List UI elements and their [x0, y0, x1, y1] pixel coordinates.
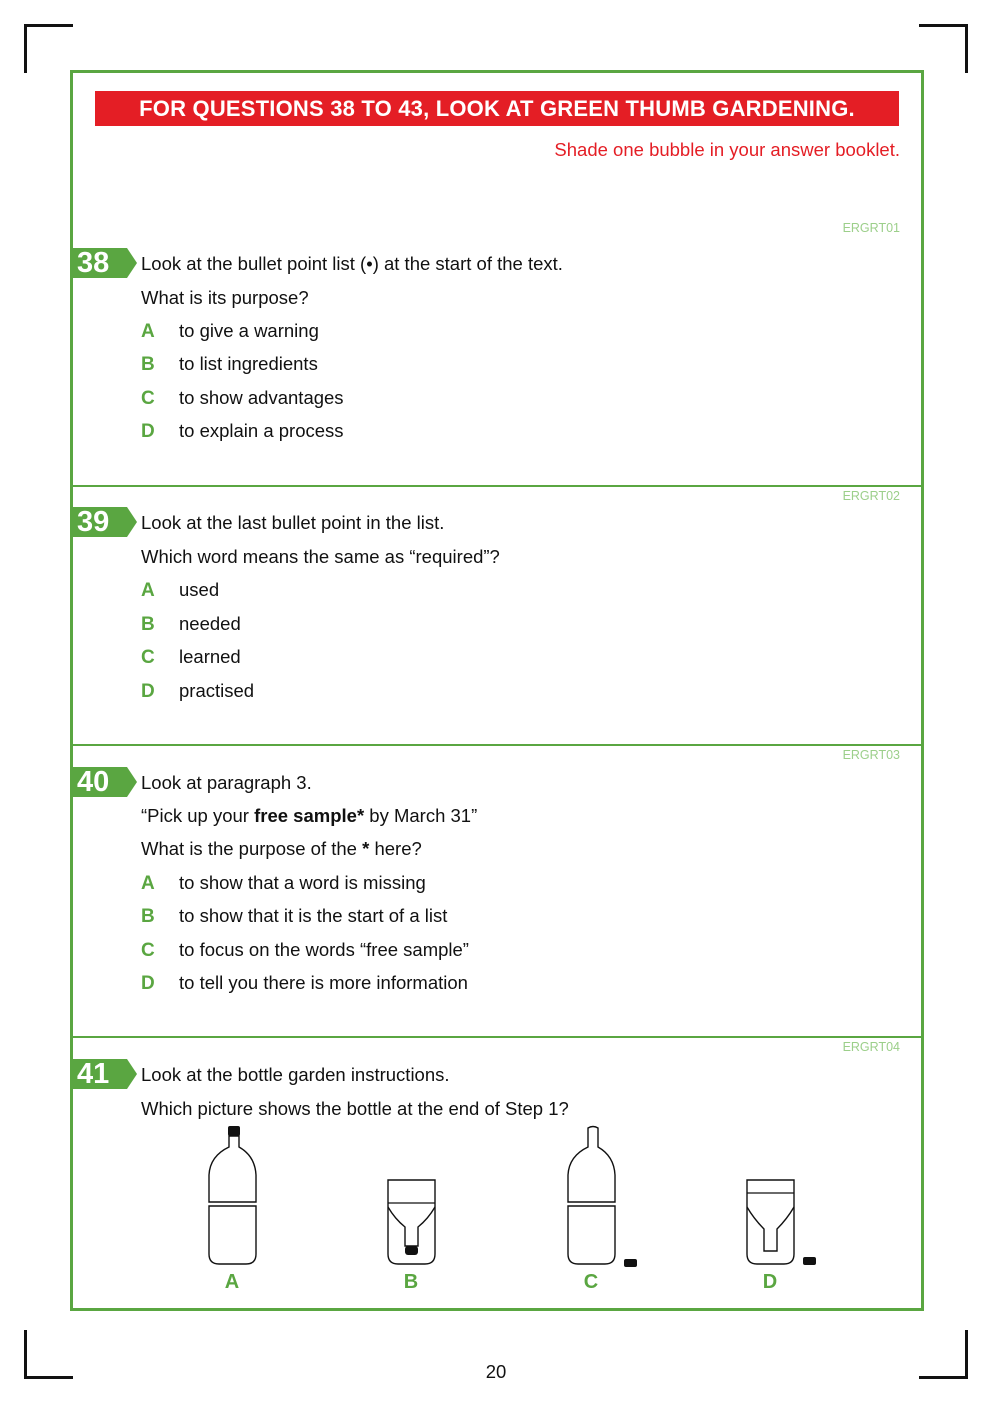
question-frame [70, 70, 924, 1311]
prompt-suffix: here? [369, 838, 422, 859]
option-letter: D [141, 973, 155, 994]
question-stem: Look at the bottle garden instructions. [141, 1064, 450, 1085]
option-letter: D [141, 421, 155, 442]
answer-option[interactable] [141, 579, 219, 602]
option-text: to list ingredients [179, 353, 318, 374]
prompt-prefix: What is the purpose of the [141, 838, 363, 859]
question-stem: Look at paragraph 3. [141, 772, 312, 793]
answer-instruction: Shade one bubble in your answer booklet. [554, 139, 900, 160]
option-text: to focus on the words “free sample” [179, 939, 469, 960]
section-divider [73, 485, 921, 487]
option-text: to give a warning [179, 320, 319, 341]
answer-option[interactable] [141, 939, 469, 962]
question-number: 39 [71, 507, 127, 537]
quote-bold: free sample* [254, 805, 365, 826]
quoted-text [141, 805, 477, 827]
option-text: to show that a word is missing [179, 872, 426, 893]
option-text: to show that it is the start of a list [179, 905, 448, 926]
question-stem: Look at the bullet point list (•) at the start of the text. [141, 253, 563, 274]
answer-option[interactable] [141, 420, 344, 443]
option-letter: B [141, 354, 155, 375]
crop-mark-top-left [24, 24, 73, 73]
answer-option[interactable] [141, 972, 468, 995]
picture-option-label: C [583, 1271, 599, 1293]
picture-option-label: D [762, 1271, 778, 1293]
option-letter: C [141, 388, 155, 409]
prompt-bold: * [362, 838, 370, 859]
quote-prefix: “Pick up your [141, 805, 255, 826]
question-prompt [141, 838, 422, 860]
question-number: 40 [71, 767, 127, 797]
question-code: ERGRT04 [842, 1040, 900, 1054]
option-letter: D [141, 681, 155, 702]
picture-option-a[interactable] [172, 1123, 292, 1298]
picture-option-label: A [224, 1271, 240, 1293]
crop-mark-top-right [919, 24, 968, 73]
option-letter: A [141, 321, 155, 342]
picture-option-label: B [403, 1271, 419, 1293]
option-letter: C [141, 647, 155, 668]
option-text: used [179, 579, 220, 600]
option-text: learned [179, 646, 241, 667]
option-letter: B [141, 614, 155, 635]
question-prompt: What is its purpose? [141, 287, 309, 308]
answer-option[interactable] [141, 320, 319, 343]
question-number: 41 [71, 1059, 127, 1089]
picture-option-d[interactable] [710, 1123, 830, 1298]
section-divider [73, 744, 921, 746]
quote-suffix: by March 31” [364, 805, 478, 826]
question-number: 38 [71, 248, 127, 278]
option-text: to tell you there is more information [179, 972, 468, 993]
question-code: ERGRT02 [842, 489, 900, 503]
cut-bottle-with-cap-removed-icon [531, 1123, 651, 1273]
answer-option[interactable] [141, 872, 426, 895]
section-banner: FOR QUESTIONS 38 TO 43, LOOK AT GREEN THUMB GARDENING. [95, 91, 899, 126]
page-number: 20 [485, 1361, 507, 1382]
option-letter: A [141, 580, 155, 601]
answer-option[interactable] [141, 680, 254, 703]
picture-options [73, 1123, 921, 1308]
answer-option[interactable] [141, 387, 344, 410]
option-text: to explain a process [179, 420, 344, 441]
option-letter: C [141, 940, 155, 961]
question-stem: Look at the last bullet point in the list. [141, 512, 445, 533]
answer-option[interactable] [141, 905, 447, 928]
question-prompt: Which word means the same as “required”? [141, 546, 500, 567]
option-letter: A [141, 873, 155, 894]
question-code: ERGRT01 [842, 221, 900, 235]
option-text: to show advantages [179, 387, 344, 408]
option-text: practised [179, 680, 255, 701]
option-letter: B [141, 906, 155, 927]
answer-option[interactable] [141, 353, 318, 376]
option-text: needed [179, 613, 241, 634]
picture-option-c[interactable] [531, 1123, 651, 1298]
answer-option[interactable] [141, 613, 241, 636]
answer-option[interactable] [141, 646, 241, 669]
question-prompt: Which picture shows the bottle at the end of Step 1? [141, 1098, 569, 1119]
question-code: ERGRT03 [842, 748, 900, 762]
picture-option-b[interactable] [351, 1123, 471, 1298]
section-divider [73, 1036, 921, 1038]
bottle-base-with-inverted-top-icon [351, 1123, 471, 1273]
whole-bottle-with-cap-icon [172, 1123, 292, 1273]
bottle-base-with-inverted-top-cap-removed-icon [710, 1123, 830, 1273]
